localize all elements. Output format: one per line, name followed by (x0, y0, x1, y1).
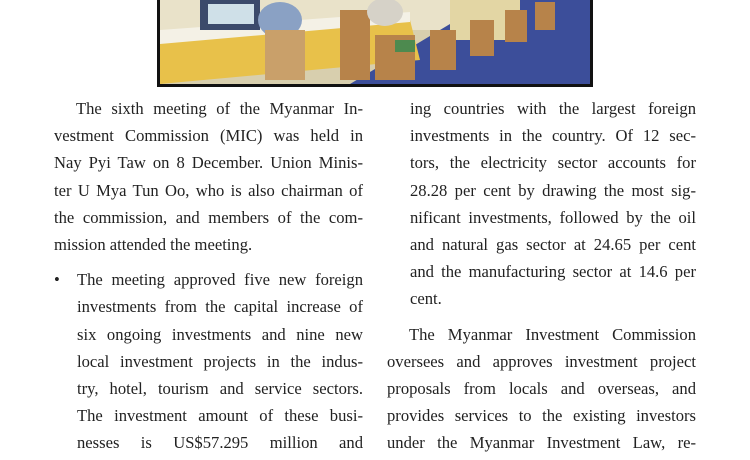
text-line: proposals from locals and overseas, and (387, 379, 696, 399)
right-column (387, 95, 696, 457)
text-line: six ongoing investments and nine new (77, 324, 363, 344)
bullet-item (54, 266, 363, 456)
text-line: provides services to the existing investors (387, 406, 696, 426)
text-line: The sixth meeting of the Myanmar In- (76, 99, 363, 118)
text-line: nesses is US$57.295 million and (77, 433, 363, 453)
text-line: local investment projects in the indus- (77, 351, 363, 371)
text-line: ter U Mya Tun Oo, who is also chairman of (54, 180, 363, 200)
bullet-continuation (387, 95, 696, 313)
text-line: investments in the country. Of 12 sec- (410, 126, 696, 146)
text-line: vestment Commission (MIC) was held in (54, 126, 363, 146)
meeting-photo-illustration (160, 0, 590, 84)
mic-paragraph (387, 321, 696, 457)
text-line: cent. (410, 289, 442, 309)
bullet-symbol: • (54, 270, 60, 290)
text-line: and the manufacturing sector at 14.6 per (410, 262, 696, 282)
text-line: tors, the electricity sector accounts for (410, 153, 696, 173)
text-line: oversees and approves investment project (387, 351, 696, 371)
intro-paragraph (54, 95, 363, 258)
text-line: ing countries with the largest foreign (410, 99, 696, 118)
text-line: and natural gas sector at 24.65 per cent (410, 235, 696, 255)
text-line: the commission, and members of the com- (54, 207, 363, 227)
left-column (54, 95, 363, 457)
text-line: The investment amount of these busi- (77, 406, 363, 426)
text-line: investments from the capital increase of (77, 297, 363, 317)
text-line: under the Myanmar Investment Law, re- (387, 433, 696, 453)
text-line: try, hotel, tourism and service sectors. (77, 379, 363, 399)
text-line: The Myanmar Investment Commission (409, 324, 696, 344)
text-line: Nay Pyi Taw on 8 December. Union Minis- (54, 153, 363, 173)
text-line: 28.28 per cent by drawing the most sig- (410, 180, 696, 200)
text-line: The meeting approved five new foreign (77, 270, 363, 290)
text-line: nificant investments, followed by the oil (410, 207, 696, 227)
text-line: mission attended the meeting. (54, 235, 253, 255)
meeting-photo (157, 0, 593, 87)
